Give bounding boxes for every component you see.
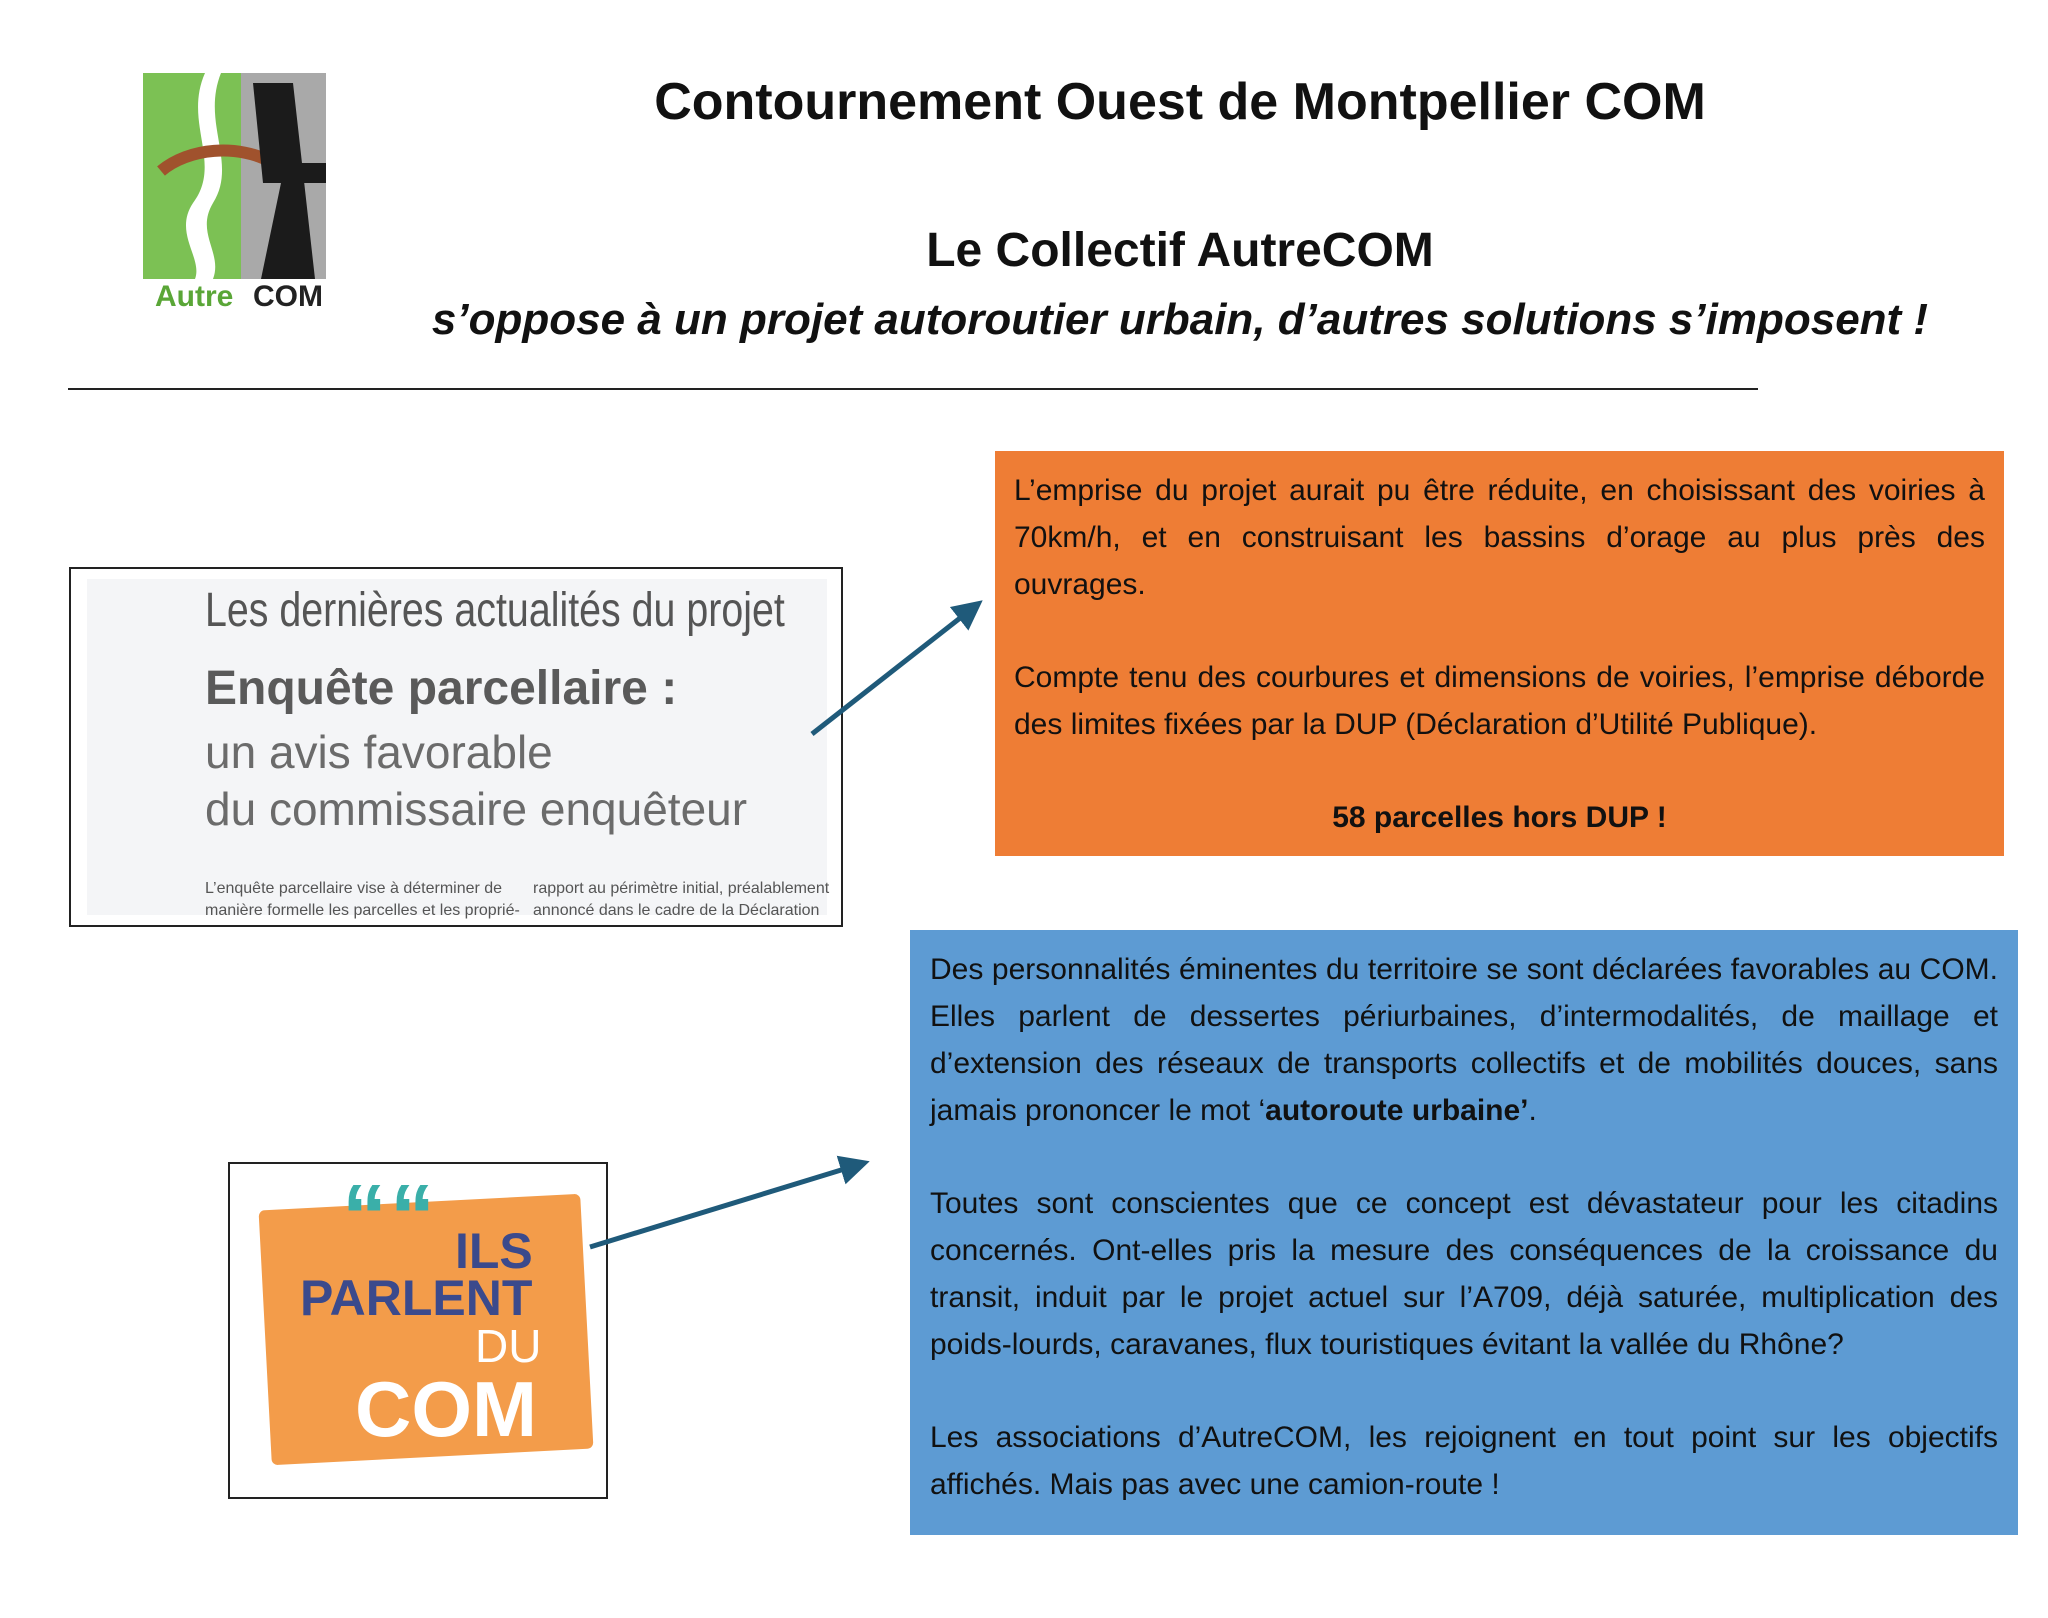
arrow-to-orange-panel	[812, 604, 978, 734]
blue-p1-end: .	[1528, 1094, 1537, 1127]
quote-icon: “	[342, 1167, 387, 1267]
orange-highlight: 58 parcelles hors DUP !	[1332, 801, 1667, 834]
clipping-body-col2-line1: rapport au périmètre initial, préalablement	[533, 880, 830, 897]
page-subtitle: Le Collectif AutreCOM	[926, 224, 1434, 277]
clipping-subhead-1: un avis favorable	[205, 726, 553, 778]
clipping-heading: Les dernières actualités du projet	[205, 584, 785, 637]
logo-label-com: COM	[253, 280, 323, 313]
ils-word-2: PARLENT	[300, 1270, 533, 1326]
logo-label-autre: Autre	[155, 280, 234, 313]
blue-paragraph-1	[930, 946, 1998, 1134]
blue-paragraph-3: Les associations d’AutreCOM, les rejoignent en tout point sur les objectifs affichés. Mais pas avec une camion-route !	[930, 1421, 1998, 1501]
clipping-headline: Enquête parcellaire :	[205, 662, 678, 715]
blue-p1-bold: autoroute urbaine’	[1265, 1094, 1529, 1127]
page-title: Contournement Ouest de Montpellier COM	[654, 73, 1706, 131]
blue-paragraph-2: Toutes sont conscientes que ce concept est dévastateur pour les citadins concernés. Ont-elles pris la mesure des conséquences de la croissance du transit, induit par le projet actuel sur l’A709, déjà saturée, multiplication des poids-lourds, caravanes, flux touristiques évitant la vallée du Rhône?	[930, 1187, 1998, 1361]
orange-info-panel	[995, 451, 2004, 856]
orange-paragraph-2: Compte tenu des courbures et dimensions de voiries, l’emprise déborde des limites fixées par la DUP (Déclaration d’Utilité Publique).	[1014, 661, 1985, 741]
clipping-body-col1-line2: manière formelle les parcelles et les proprié-	[205, 902, 520, 919]
clipping-body-col1-line1: L’enquête parcellaire vise à déterminer de	[205, 880, 503, 897]
arrow-to-blue-panel	[590, 1163, 864, 1247]
clipping-subhead-2: du commissaire enquêteur	[205, 783, 748, 835]
clipping-body-col2-line2: annoncé dans le cadre de la Déclaration	[533, 902, 820, 919]
quote-icon: “	[390, 1167, 435, 1267]
blue-info-panel	[910, 930, 2018, 1535]
ils-word-4: COM	[355, 1365, 537, 1453]
ils-word-3: DU	[475, 1320, 542, 1372]
page-tagline: s’oppose à un projet autoroutier urbain, d’autres solutions s’imposent !	[431, 295, 1929, 344]
orange-paragraph-1: L’emprise du projet aurait pu être réduite, en choisissant des voiries à 70km/h, et en construisant les bassins d’orage au plus près des ouvrages.	[1014, 474, 1985, 601]
blue-p1-text: Des personnalités éminentes du territoire se sont déclarées favorables au COM. Elles parlent de dessertes périurbaines, d’intermodalités, de maillage et d’extension des réseaux de transports collectifs et de mobilités douces, sans jamais prononcer le mot ‘	[930, 953, 1998, 1127]
ils-word-1: ILS	[455, 1223, 533, 1279]
